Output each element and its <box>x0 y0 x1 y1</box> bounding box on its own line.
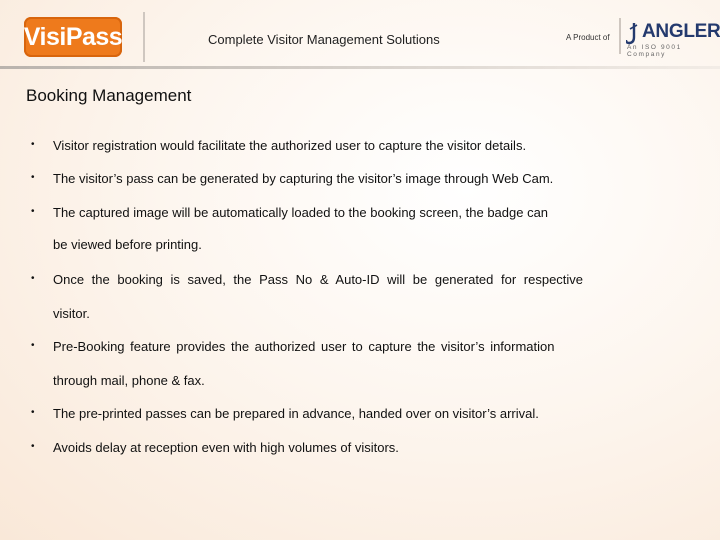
header-rule <box>0 66 720 69</box>
bullet-text: Pre-Booking feature provides the authorized user to capture the visitor’s information <box>53 339 555 354</box>
bullet-text-continued: be viewed before printing. <box>53 237 202 252</box>
bullet-dot: • <box>31 206 35 217</box>
bullet-text: Visitor registration would facilitate the authorized user to capture the visitor details. <box>53 138 527 153</box>
visipass-logo <box>24 17 122 57</box>
bullet-text-continued: visitor. <box>53 306 90 321</box>
company-name: ANGLER <box>642 21 720 42</box>
bullet-text: The captured image will be automatically loaded to the booking screen, the badge can <box>53 205 549 220</box>
product-of-label: A Product of <box>566 33 610 42</box>
bullet-text: Once the booking is saved, the Pass No & Auto-ID will be generated for respective <box>53 272 584 287</box>
company-divider <box>619 18 621 54</box>
page-title: Booking Management <box>26 86 192 105</box>
bullet-dot: • <box>31 273 35 284</box>
bullet-dot: • <box>31 340 35 351</box>
bullet-dot: • <box>31 139 35 150</box>
bullet-text: The visitor’s pass can be generated by capturing the visitor’s image through Web Cam. <box>53 171 554 186</box>
bullet-dot: • <box>31 407 35 418</box>
bullet-dot: • <box>31 172 35 183</box>
header <box>0 0 720 66</box>
bullet-dot: • <box>31 441 35 452</box>
tagline: Complete Visitor Management Solutions <box>208 32 440 47</box>
logo-text: VisiPass <box>23 22 123 51</box>
company-subtitle: An ISO 9001 Company <box>627 44 682 58</box>
bullet-text: Avoids delay at reception even with high volumes of visitors. <box>53 440 399 455</box>
bullet-text: The pre-printed passes can be prepared in advance, handed over on visitor’s arrival. <box>53 406 539 421</box>
angler-hook-icon <box>626 22 640 46</box>
bullet-text-continued: through mail, phone & fax. <box>53 373 205 388</box>
header-divider <box>143 12 145 62</box>
